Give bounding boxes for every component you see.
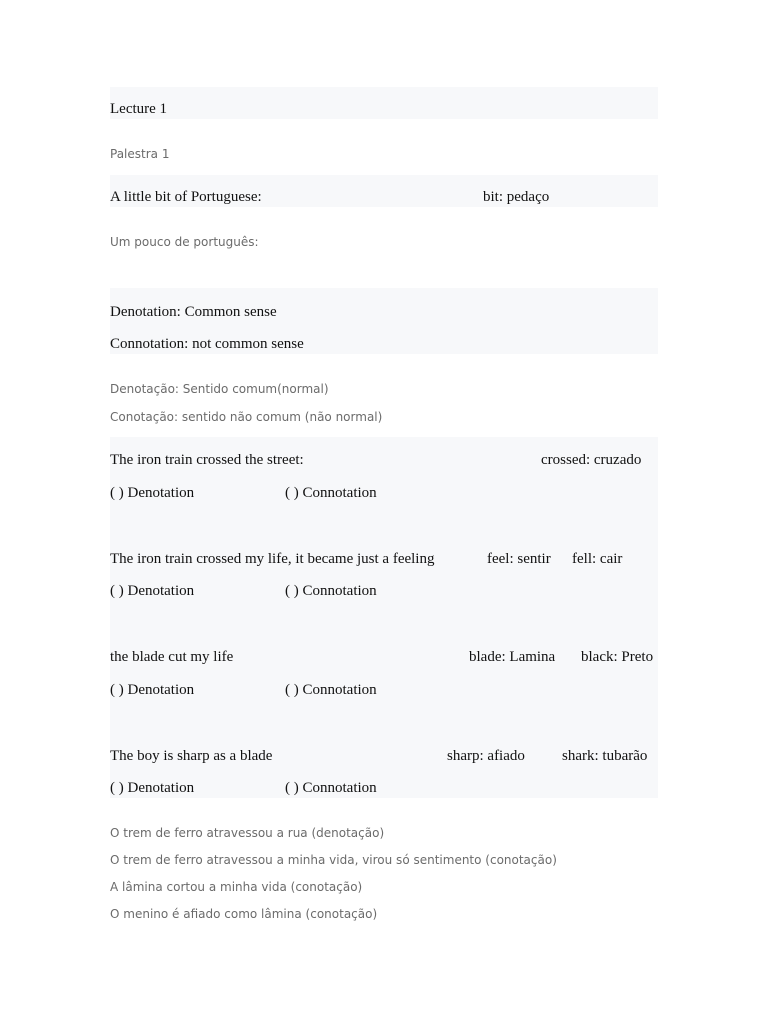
connotation-definition-pt: Conotação: sentido não comum (não normal): [110, 410, 383, 424]
connotation-option[interactable]: ( ) Connotation: [285, 583, 377, 599]
lecture-translation: Palestra 1: [110, 147, 170, 161]
answer-line: O trem de ferro atravessou a minha vida, virou só sentimento (conotação): [110, 853, 557, 867]
connotation-option[interactable]: ( ) Connotation: [285, 780, 377, 796]
intro-glossary: bit: pedaço: [483, 189, 550, 205]
intro-translation: Um pouco de português:: [110, 235, 259, 249]
exercise-glossary: sharp: afiado: [447, 748, 525, 764]
denotation-option[interactable]: ( ) Denotation: [110, 583, 195, 599]
exercise-glossary: feel: sentir: [487, 551, 551, 567]
exercise-glossary: black: Preto: [581, 649, 654, 665]
exercise-sentence: the blade cut my life: [110, 649, 234, 665]
answer-line: O trem de ferro atravessou a rua (denotação): [110, 826, 385, 840]
connotation-definition: Connotation: not common sense: [110, 336, 304, 352]
denotation-definition-pt: Denotação: Sentido comum(normal): [110, 382, 329, 396]
exercise-sentence: The iron train crossed the street:: [110, 452, 304, 468]
denotation-definition: Denotation: Common sense: [110, 304, 277, 320]
denotation-option[interactable]: ( ) Denotation: [110, 485, 195, 501]
exercise-sentence: The boy is sharp as a blade: [110, 748, 273, 764]
denotation-option[interactable]: ( ) Denotation: [110, 682, 195, 698]
connotation-option[interactable]: ( ) Connotation: [285, 485, 377, 501]
exercise-glossary: blade: Lamina: [469, 649, 556, 665]
lecture-band: [110, 87, 658, 119]
intro-heading: A little bit of Portuguese:: [110, 189, 262, 205]
answer-line: A lâmina cortou a minha vida (conotação): [110, 880, 363, 894]
denotation-option[interactable]: ( ) Denotation: [110, 780, 195, 796]
exercise-glossary: shark: tubarão: [562, 748, 648, 764]
exercise-glossary: crossed: cruzado: [541, 452, 642, 468]
exercise-glossary: fell: cair: [572, 551, 623, 567]
exercise-sentence: The iron train crossed my life, it became just a feeling: [110, 551, 435, 567]
connotation-option[interactable]: ( ) Connotation: [285, 682, 377, 698]
answer-line: O menino é afiado como lâmina (conotação): [110, 907, 378, 921]
lecture-title: Lecture 1: [110, 101, 168, 117]
